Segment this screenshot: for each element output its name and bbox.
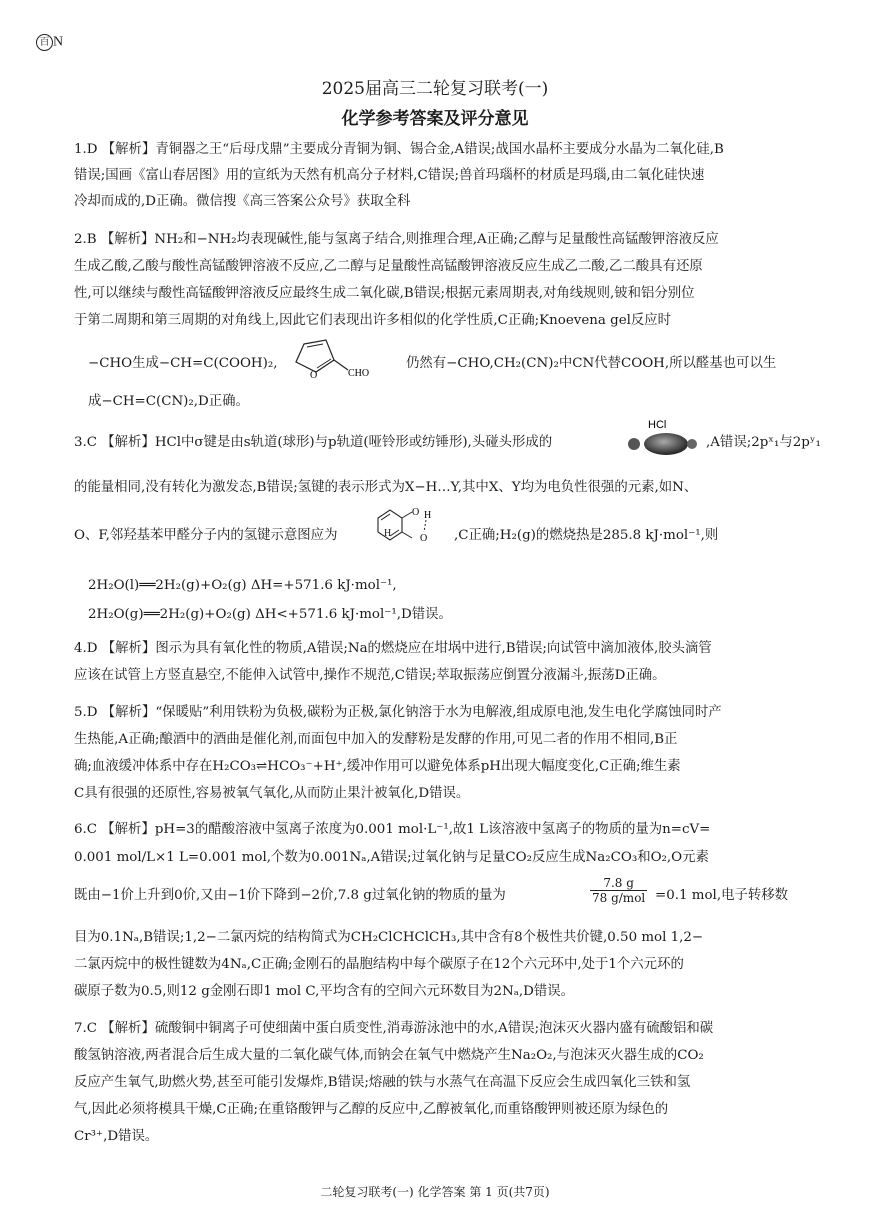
text-line: 6.C 【解析】pH=3的醋酸溶液中氢离子浓度为0.001 mol·L⁻¹,故1 L该溶液中氢离子的物质的量为n=cV=: [74, 822, 711, 837]
text-line: O、F,邻羟基苯甲醛分子内的氢键示意图应为: [74, 528, 338, 543]
text-line: 仍然有−CHO,CH₂(CN)₂中CN代替COOH,所以醛基也可以生: [406, 356, 777, 371]
page-title: 2025届高三二轮复习联考(一): [321, 79, 549, 99]
text-line: 冷却而成的,D正确。微信搜《高三答案公众号》获取全科: [74, 194, 411, 209]
hbond-h-top: H: [424, 510, 432, 521]
fraction-numerator: 7.8 g: [590, 876, 647, 891]
fraction-denominator: 78 g/mol: [592, 891, 646, 905]
page-footer: 二轮复习联考(一) 化学答案 第 1 页(共7页): [320, 1185, 550, 1199]
text-line: ,A错误;2pˣ₁与2pʸ₁: [706, 435, 821, 450]
text-line: 反应产生氧气,助燃火势,甚至可能引发爆炸,B错误;熔融的铁与水蒸气在高温下反应会生成四氧化三铁和氢: [74, 1075, 691, 1090]
furan-structure: [282, 334, 382, 380]
text-line: 目为0.1Nₐ,B错误;1,2−二氯丙烷的结构简式为CH₂ClCHClCH₃,其中含有8个极性共价键,0.50 mol 1,2−: [74, 930, 704, 945]
text-line: 0.001 mol/L×1 L=0.001 mol,个数为0.001Nₐ,A错误;过氧化钠与足量CO₂反应生成Na₂CO₃和O₂,O元素: [74, 850, 709, 865]
hcl-orbital-image: [620, 416, 708, 456]
text-line: 1.D 【解析】青铜器之王“后母戊鼎”主要成分青铜为铜、锡合金,A错误;战国水晶杯主要成分水晶为二氧化硅,B: [74, 142, 724, 157]
page-subtitle: 化学参考答案及评分意见: [341, 109, 529, 129]
text-line: 的能量相同,没有转化为激发态,B错误;氢键的表示形式为X−H…Y,其中X、Y均为电负性很强的元素,如N、: [74, 480, 698, 495]
text-line: Cr³⁺,D错误。: [74, 1129, 159, 1144]
text-line: C具有很强的还原性,容易被氧气氧化,从而防止果汁被氧化,D错误。: [74, 786, 470, 801]
corner-circle: 百: [36, 34, 53, 51]
hbond-h-bottom: H: [384, 528, 392, 539]
text-line: 2H₂O(g)══2H₂(g)+O₂(g) ΔH<+571.6 kJ·mol⁻¹,D错误。: [88, 607, 452, 622]
text-line: 错误;国画《富山春居图》用的宣纸为天然有机高分子材料,C错误;兽首玛瑙杯的材质是玛瑙,由二氧化硅快速: [74, 168, 705, 183]
text-line: 确;血液缓冲体系中存在H₂CO₃⇌HCO₃⁻+H⁺,缓冲作用可以避免体系pH出现大幅度变化,C正确;维生素: [74, 759, 681, 774]
text-line: 3.C 【解析】HCl中σ键是由s轨道(球形)与p轨道(哑铃形或纺锤形),头碰头形成的: [74, 435, 553, 450]
text-line: 气,因此必须将模具干燥,C正确;在重铬酸钾与乙醇的反应中,乙醇被氧化,而重铬酸钾则被还原为绿色的: [74, 1102, 669, 1117]
text-line: −CHO生成−CH=C(COOH)₂,: [88, 356, 278, 371]
text-line: 4.D 【解析】图示为具有氧化性的物质,A错误;Na的燃烧应在坩埚中进行,B错误;向试管中滴加液体,胶头滴管: [74, 641, 712, 656]
corner-letter: N: [53, 34, 64, 50]
text-line: 成−CH=C(CN)₂,D正确。: [88, 394, 249, 409]
text-line: ,C正确;H₂(g)的燃烧热是285.8 kJ·mol⁻¹,则: [454, 528, 719, 543]
text-line: 2.B 【解析】NH₂和−NH₂均表现碱性,能与氢离子结合,则推理合理,A正确;乙醇与足量酸性高锰酸钾溶液反应: [74, 232, 719, 247]
text-line: 7.C 【解析】硫酸铜中铜离子可使细菌中蛋白质变性,消毒游泳池中的水,A错误;泡沫灭火器内盛有硫酸铝和碳: [74, 1021, 714, 1036]
text-line: 2H₂O(l)══2H₂(g)+O₂(g) ΔH=+571.6 kJ·mol⁻¹,: [88, 578, 397, 593]
corner-mark: [36, 34, 63, 51]
furan-cho-label: CHO: [348, 368, 370, 379]
text-line: 生热能,A正确;酿酒中的酒曲是催化剂,而面包中加入的发酵粉是发酵的作用,可见二者的作用不相同,B正: [74, 732, 678, 747]
text-line: 5.D 【解析】“保暖贴”利用铁粉为负极,碳粉为正极,氯化钠溶于水为电解液,组成原电池,发生电化学腐蚀同时产: [74, 705, 722, 720]
text-line: 生成乙酸,乙酸与酸性高锰酸钾溶液不反应,乙二醇与足量酸性高锰酸钾溶液反应生成乙二酸,乙二酸具有还原: [74, 259, 703, 274]
hbond-o-bottom: O: [420, 533, 428, 544]
text-line: =0.1 mol,电子转移数: [655, 888, 789, 903]
text-line: 既由−1价上升到0价,又由−1价下降到−2价,7.8 g过氧化钠的物质的量为: [74, 888, 506, 903]
text-line: 碳原子数为0.5,则12 g金刚石即1 mol C,平均含有的空间六元环数目为2Nₐ,D错误。: [74, 984, 575, 999]
furan-o-label: O: [310, 370, 318, 380]
text-line: 二氯丙烷中的极性键数为4Nₐ,C正确;金刚石的晶胞结构中每个碳原子在12个六元环中,处于1个六元环的: [74, 957, 684, 972]
text-line: 应该在试管上方竖直悬空,不能伸入试管中,操作不规范,C错误;萃取振荡应倒置分液漏斗,振荡D正确。: [74, 668, 666, 683]
hcl-label: HCl: [648, 419, 667, 431]
text-line: 酸氢钠溶液,两者混合后生成大量的二氧化碳气体,而钠会在氧气中燃烧产生Na₂O₂,与泡沫灭火器生成的CO₂: [74, 1048, 704, 1063]
text-line: 性,可以继续与酸性高锰酸钾溶液反应最终生成二氧化碳,B错误;根据元素周期表,对角线规则,铍和铝分别位: [74, 286, 695, 301]
hbond-o-top: O: [412, 507, 420, 518]
fraction: [590, 876, 647, 905]
text-line: 于第二周期和第三周期的对角线上,因此它们表现出许多相似的化学性质,C正确;Knoevena gel反应时: [74, 313, 672, 328]
